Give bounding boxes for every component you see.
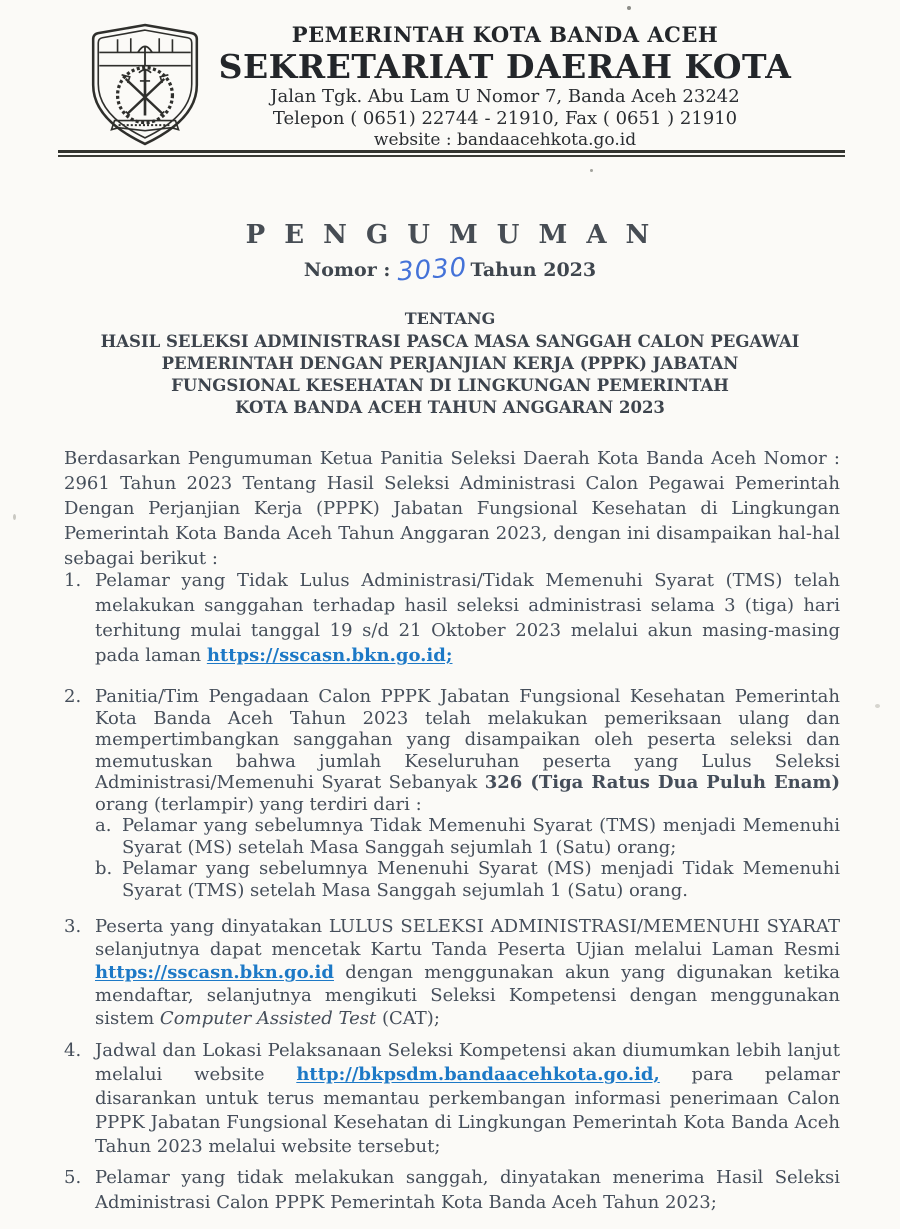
handwritten-number: 3030 xyxy=(396,252,469,288)
list-item-3 xyxy=(64,915,840,1030)
item-4-text: Jadwal dan Lokasi Pelaksanaan Seleksi Kompetensi akan diumumkan lebih lanjut melalui website xyxy=(95,1040,840,1085)
item-2-text: Panitia/Tim Pengadaan Calon PPPK Jabatan Fungsional Kesehatan Pemerintah Kota Banda Aceh Tahun 2023 telah melakukan pemeriksaan ulang dan mempertimbangkan sanggahan yang disampaikan oleh peserta seleksi dan memutuskan bahwa jumlah Keseluruhan peserta yang Lulus Seleksi Administrasi/Memenuhi Syarat Sebanyak xyxy=(95,686,840,793)
item-4-text-after: para pelamar disarankan untuk terus memantau perkembangan informasi penerimaan Calon PPPK Jabatan Fungsional Kesehatan di Lingkungan Pemerintah Kota Banda Aceh Tahun 2023 melalui website tersebut; xyxy=(95,1064,840,1157)
scan-speck xyxy=(590,169,593,172)
item-3-text-end: (CAT); xyxy=(376,1008,440,1029)
sscasn-link-2[interactable]: https://sscasn.bkn.go.id xyxy=(95,962,334,983)
item-1-text: Pelamar yang Tidak Lulus Administrasi/Tidak Memenuhi Syarat (TMS) telah melakukan sanggahan terhadap hasil seleksi administrasi selama 3 (tiga) hari terhitung mulai tanggal 19 s/d 21 Oktober 2023 melalui akun masing-masing pada laman xyxy=(95,570,840,666)
item-number: 4. xyxy=(64,1040,82,1061)
item-text xyxy=(95,915,840,1030)
government-name: PEMERINTAH KOTA BANDA ACEH xyxy=(291,22,719,47)
sub-item-b xyxy=(95,858,840,901)
intro-paragraph: Berdasarkan Pengumuman Ketua Panitia Seleksi Daerah Kota Banda Aceh Nomor : 2961 Tahun 2023 Tentang Hasil Seleksi Administrasi Calon Pegawai Pemerintah Dengan Perjanjian Kerja (PPPK) Jabatan Fungsional Kesehatan di Lingkungan Pemerintah Kota Banda Aceh Tahun Anggaran 2023, dengan ini disampaikan hal-hal sebagai berikut : xyxy=(64,448,840,569)
item-number: 3. xyxy=(64,916,82,937)
secretariat-name: SEKRETARIAT DAERAH KOTA xyxy=(218,47,792,86)
title-block xyxy=(0,219,900,419)
announcement-number xyxy=(0,252,900,288)
item-number: 1. xyxy=(64,570,82,591)
list-item-5 xyxy=(64,1165,840,1215)
sscasn-link-1[interactable]: https://sscasn.bkn.go.id; xyxy=(206,645,453,666)
scan-speck xyxy=(627,6,631,10)
list-item-1 xyxy=(64,568,840,668)
scan-speck xyxy=(13,514,16,520)
address-line: Jalan Tgk. Abu Lam U Nomor 7, Banda Aceh 23242 xyxy=(270,86,740,107)
number-suffix: Tahun 2023 xyxy=(470,259,597,281)
number-prefix: Nomor : xyxy=(303,259,391,281)
item-number: 5. xyxy=(64,1167,82,1188)
subject-title xyxy=(0,331,900,419)
about-label: TENTANG xyxy=(404,309,496,328)
item-2-text-after: orang (terlampir) yang terdiri dari : xyxy=(95,793,422,815)
sub-item-text: Pelamar yang sebelumnya Tidak Memenuhi Syarat (TMS) menjadi Memenuhi Syarat (MS) setelah Masa Sanggah sejumlah 1 (Satu) orang; xyxy=(122,815,840,858)
sub-item-letter: a. xyxy=(95,815,112,836)
list-item-4 xyxy=(64,1039,840,1159)
item-text xyxy=(95,1039,840,1159)
website-line: website : bandaacehkota.go.id xyxy=(373,130,637,150)
bkpsdm-link[interactable]: http://bkpsdm.bandaacehkota.go.id, xyxy=(296,1064,660,1085)
subject-line-1: HASIL SELEKSI ADMINISTRASI PASCA MASA SANGGAH CALON PEGAWAI xyxy=(100,332,800,351)
sub-item-letter: b. xyxy=(95,858,113,879)
item-3-text-mid: dengan menggunakan akun yang digunakan ketika mendaftar, selanjutnya mengikuti Seleksi Kompetensi dengan menggunakan sistem xyxy=(95,962,840,1029)
letterhead xyxy=(170,22,840,151)
item-number: 2. xyxy=(64,686,82,707)
sub-item-a xyxy=(95,815,840,858)
subject-line-4: KOTA BANDA ACEH TAHUN ANGGARAN 2023 xyxy=(235,398,665,417)
phone-fax-line: Telepon ( 0651) 22744 - 21910, Fax ( 0651 ) 21910 xyxy=(272,108,738,129)
subject-line-3: FUNGSIONAL KESEHATAN DI LINGKUNGAN PEMERINTAH xyxy=(171,376,729,395)
letterhead-divider xyxy=(58,150,845,157)
item-text: Pelamar yang tidak melakukan sanggah, dinyatakan menerima Hasil Seleksi Administrasi Calon PPPK Pemerintah Kota Banda Aceh Tahun 2023; xyxy=(95,1167,840,1213)
subject-line-2: PEMERINTAH DENGAN PERJANJIAN KERJA (PPPK) JABATAN xyxy=(161,354,739,373)
item-text xyxy=(95,686,840,901)
total-passed-count: 326 (Tiga Ratus Dua Puluh Enam) xyxy=(484,772,840,793)
item-text xyxy=(95,568,840,668)
cat-system-name: Computer Assisted Test xyxy=(159,1008,377,1029)
scan-speck xyxy=(875,704,880,708)
list-item-2 xyxy=(64,686,840,901)
announcement-heading: P E N G U M U M A N xyxy=(245,220,655,250)
sub-item-text: Pelamar yang sebelumnya Menenuhi Syarat (MS) menjadi Tidak Memenuhi Syarat (TMS) setelah Masa Sanggah sejumlah 1 (Satu) orang. xyxy=(122,858,840,901)
item-3-text: Peserta yang dinyatakan LULUS SELEKSI ADMINISTRASI/MEMENUHI SYARAT selanjutnya dapat mencetak Kartu Tanda Peserta Ujian melalui Laman Resmi xyxy=(95,916,840,960)
